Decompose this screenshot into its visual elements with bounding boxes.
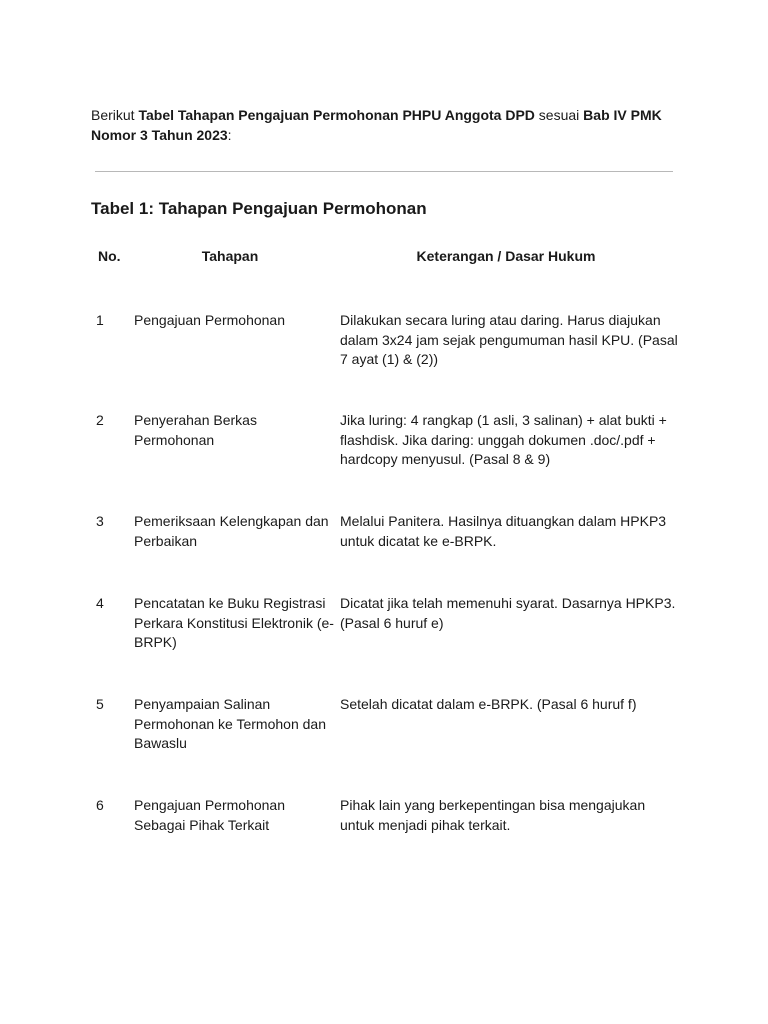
header-no: No. [98,248,121,264]
row-keterangan: Dilakukan secara luring atau daring. Harus diajukan dalam 3x24 jam sejak pengumuman hasil KPU. (Pasal 7 ayat (1) & (2)) [340,312,678,367]
intro-table-name: Tabel Tahapan Pengajuan Permohonan PHPU Anggota DPD [138,107,535,123]
horizontal-divider [95,171,673,172]
row-keterangan: Jika luring: 4 rangkap (1 asli, 3 salinan) + alat bukti + flashdisk. Jika daring: unggah dokumen .doc/.pdf + hardcopy menyusul. (Pasal 8 & 9) [340,412,667,467]
row-number: 1 [96,312,104,328]
row-keterangan: Dicatat jika telah memenuhi syarat. Dasarnya HPKP3. (Pasal 6 huruf e) [340,595,676,631]
row-number: 5 [96,696,104,712]
row-number: 4 [96,595,104,611]
row-number: 3 [96,513,104,529]
intro-suffix: : [227,127,232,143]
row-keterangan: Pihak lain yang berkepentingan bisa mengajukan untuk menjadi pihak terkait. [340,797,646,833]
row-tahapan: Penyampaian Salinan Permohonan ke Termohon dan Bawaslu [134,696,326,751]
table-title: Tabel 1: Tahapan Pengajuan Permohonan [91,199,427,218]
row-number: 6 [96,797,104,813]
row-number: 2 [96,412,104,428]
row-tahapan: Penyerahan Berkas Permohonan [134,412,257,448]
row-tahapan: Pengajuan Permohonan [134,312,286,328]
intro-prefix: Berikut [91,107,139,123]
row-tahapan: Pencatatan ke Buku Registrasi Perkara Konstitusi Elektronik (e-BRPK) [134,595,334,650]
row-keterangan: Melalui Panitera. Hasilnya dituangkan dalam HPKP3 untuk dicatat ke e-BRPK. [340,513,667,549]
row-tahapan: Pemeriksaan Kelengkapan dan Perbaikan [134,513,329,549]
row-keterangan: Setelah dicatat dalam e-BRPK. (Pasal 6 huruf f) [340,696,637,712]
intro-paragraph [91,105,681,145]
intro-regulation: Bab IV PMK Nomor 3 Tahun 2023 [91,107,662,143]
header-tahapan: Tahapan [201,248,259,264]
row-tahapan: Pengajuan Permohonan Sebagai Pihak Terkait [134,797,286,833]
header-keterangan: Keterangan / Dasar Hukum [416,248,596,264]
intro-middle: sesuai [534,107,584,123]
